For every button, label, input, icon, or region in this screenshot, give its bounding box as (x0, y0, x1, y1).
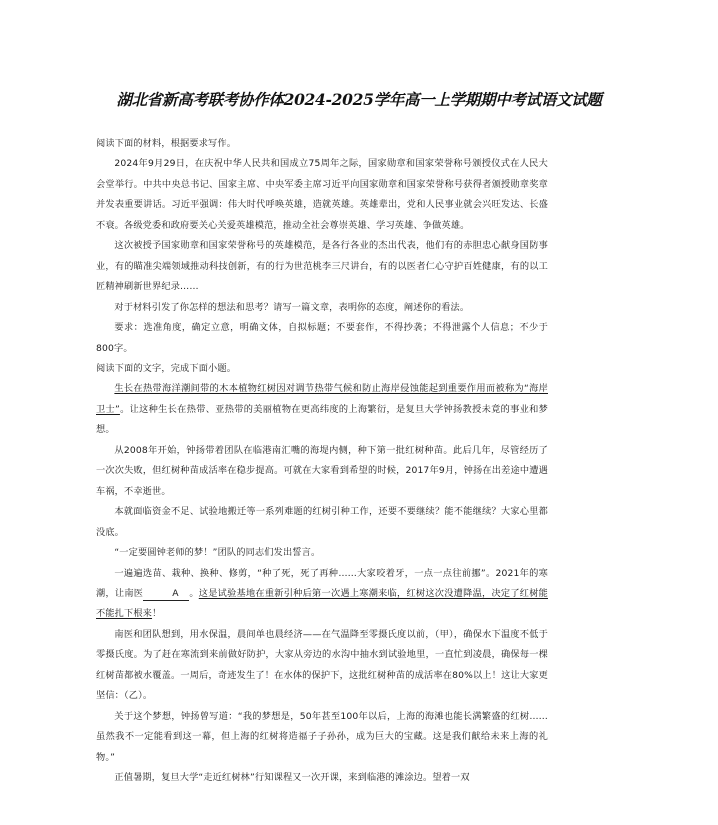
writing-material-paragraph-1: 2024年9月29日，在庆祝中华人民共和国成立75周年之际，国家勋章和国家荣誉称号颁授仪式在人民大会堂举行。中共中央总书记、国家主席、中央军委主席习近平向国家勋章和国家荣誉称号获得者颁授勋章奖章并发表重要讲话。习近平强调：伟大时代呼唤英雄，造就英雄。英雄辈出，党和人民事业就会兴旺发达、长盛不衰。各级党委和政府要关心关爱英雄模范，推动全社会尊崇英雄、学习英雄、争做英雄。 (96, 158, 548, 231)
underlined-sentence-1: 生长在热带海洋潮间带的木本植物红树因对调节热带气候和防止海岸侵蚀能起到重要作用而被称为“海岸卫士” (96, 383, 548, 415)
writing-material-paragraph-2: 这次被授予国家勋章和国家荣誉称号的英雄模范，是各行各业的杰出代表，他们有的赤胆忠心献身国防事业，有的瞄准尖端领域推动科技创新，有的行为世范桃李三尺讲台，有的以医者仁心守护百姓健康，有的以工匠精神刷新世界纪录…… (96, 240, 548, 293)
paragraph-5-part-c: ！ (152, 608, 162, 620)
writing-prompt: 对于材料引发了你怎样的想法和思考？请写一篇文章，表明你的态度，阐述你的看法。 (114, 301, 470, 313)
reading-paragraph-7: 关于这个梦想，钟扬曾写道：“我的梦想是，50年甚至100年以后，上海的海滩也能长满繁盛的红树……虽然我不一定能看到这一幕，但上海的红树将造福子子孙孙，成为巨大的宝藏。这是我们献给未来上海的礼物。” (96, 710, 548, 763)
paragraph-5-part-a: 一遍遍选苗、栽种、换种、修剪，“种了死，死了再种……大家咬着牙，一点一点往前挪”。2021年的寒潮，让南医 (96, 567, 548, 599)
paragraph-1-rest: 。让这种生长在热带、亚热带的美丽植物在更高纬度的上海繁衍，是复旦大学钟扬教授未竟的事业和梦想。 (96, 403, 548, 436)
reading-paragraph-2: 从2008年开始，钟扬带着团队在临港南汇嘴的海堤内侧，种下第一批红树种苗。此后几年，尽管经历了一次次失败，但红树种苗成活率在稳步提高。可就在大家看到希望的时候，2017年9月，钟扬在出差途中遭遇车祸，不幸逝世。 (96, 444, 548, 497)
reading-paragraph-4: “一定要圆钟老师的梦！”团队的同志们发出誓言。 (114, 547, 321, 559)
reading-paragraph-3: 本就面临资金不足、试验地搬迁等一系列难题的红树引种工作，还要不要继续？能不能继续？大家心里都没底。 (96, 506, 548, 538)
reading-paragraph-8: 正值暑期，复旦大学“走近红树林”行知课程又一次开课，来到临港的滩涂边。望着一双 (114, 772, 470, 784)
reading-paragraph-5 (96, 564, 548, 625)
writing-instruction: 阅读下面的材料，根据要求写作。 (96, 138, 237, 149)
reading-paragraph-1 (96, 379, 548, 440)
paragraph-5-part-b: 。 (189, 587, 199, 599)
writing-requirements: 要求：选准角度，确定立意，明确文体，自拟标题；不要套作，不得抄袭；不得泄露个人信息；不少于800字。 (96, 322, 548, 354)
document-body (96, 134, 548, 789)
fill-blank-a: A (143, 588, 189, 601)
reading-instruction: 阅读下面的文字，完成下面小题。 (96, 362, 237, 374)
reading-paragraph-6: 南医和团队想到，用水保温，晨间单也晨经济——在气温降至零摄氏度以前，（甲），确保水下温度不低于零摄氏度。为了赶在寒流到来前做好防护，大家从旁边的水沟中抽水到试验地里，一直忙到凌晨，确保每一棵红树苗都被水覆盖。一周后，奇迹发生了！在水体的保护下，这批红树种苗的成活率在80%以上！这让大家更坚信：（乙）。 (96, 628, 548, 702)
underlined-sentence-2: 这是试验基地在重新引种后第一次遇上寒潮来临，红树这次没遭降温，决定了红树能不能扎下根来 (96, 587, 548, 620)
document-title: 湖北省新高考联考协作体2024-2025学年高一上学期期中考试语文试题 (116, 90, 602, 109)
